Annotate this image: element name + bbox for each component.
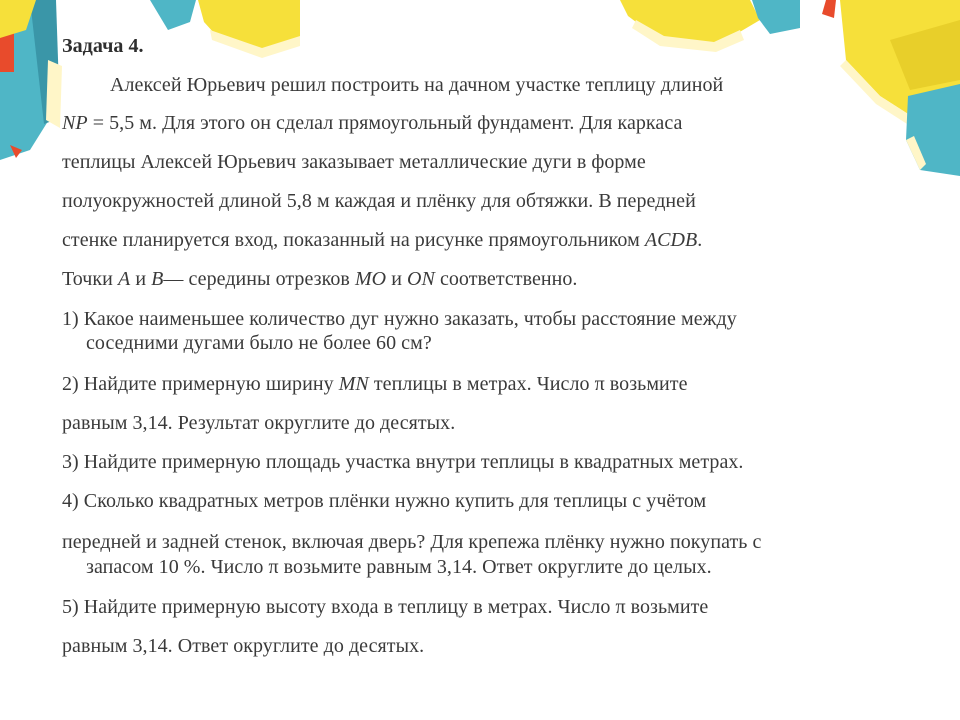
intro-line-6-a: Точки xyxy=(62,268,118,290)
var-np: NP xyxy=(62,112,88,134)
question-5-line-1: 5) Найдите примерную высоту входа в теплицу в метрах. Число π возьмите xyxy=(62,596,709,618)
intro-line-5-text: стенке планируется вход, показанный на рисунке прямоугольником xyxy=(62,229,645,251)
var-a: A xyxy=(117,268,131,290)
question-2-text-a: 2) Найдите примерную ширину xyxy=(62,373,339,395)
question-4-line-1: 4) Сколько квадратных метров плёнки нужно купить для теплицы с учётом xyxy=(62,490,707,512)
var-acdb: ACDB xyxy=(644,229,698,251)
task-title: Задача 4. xyxy=(62,35,144,57)
intro-line-6-d: и xyxy=(386,268,408,290)
intro-line-6 xyxy=(62,267,577,291)
question-3: 3) Найдите примерную площадь участка внутри теплицы в квадратных метрах. xyxy=(62,451,744,473)
intro-line-5-end: . xyxy=(697,229,703,251)
question-1-line-1: 1) Какое наименьшее количество дуг нужно заказать, чтобы расстояние между xyxy=(62,308,737,330)
question-1-line-2: соседними дугами было не более 60 см? xyxy=(86,332,432,354)
intro-line-1: Алексей Юрьевич решил построить на дачном участке теплицу длиной xyxy=(110,74,724,96)
intro-line-5 xyxy=(62,228,702,252)
intro-line-4: полуокружностей длиной 5,8 м каждая и плёнку для обтяжки. В передней xyxy=(62,190,696,212)
intro-line-6-b: и xyxy=(130,268,152,290)
var-b: B xyxy=(151,268,164,290)
var-mn: MN xyxy=(338,373,369,395)
question-5-line-2: равным 3,14. Ответ округлите до десятых. xyxy=(62,635,425,657)
intro-line-2-text: = 5,5 м. Для этого он сделал прямоугольный фундамент. Для каркаса xyxy=(87,112,683,134)
intro-line-3: теплицы Алексей Юрьевич заказывает металлические дуги в форме xyxy=(62,151,646,173)
question-4-line-2: передней и задней стенок, включая дверь? Для крепежа плёнку нужно покупать с xyxy=(62,531,762,553)
question-2-text-b: теплицы в метрах. Число π возьмите xyxy=(368,373,688,395)
question-4-line-3: запасом 10 %. Число π возьмите равным 3,14. Ответ округлите до целых. xyxy=(86,556,712,578)
var-on: ON xyxy=(407,268,435,290)
question-2-line-1 xyxy=(62,372,688,396)
intro-line-6-e: соответственно. xyxy=(434,268,578,290)
intro-line-6-c: — середины отрезков xyxy=(163,268,355,290)
var-mo: MO xyxy=(354,268,387,290)
question-2-line-2: равным 3,14. Результат округлите до десятых. xyxy=(62,412,456,434)
intro-line-2 xyxy=(62,111,682,135)
